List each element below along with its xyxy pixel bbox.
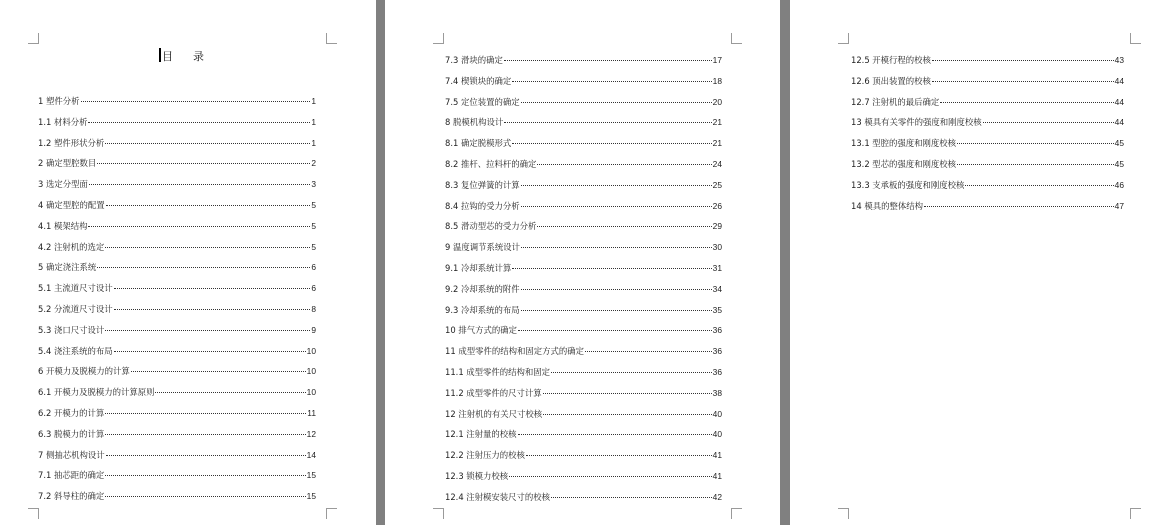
toc-entry-title: 6.1 开模力及脱模力的计算原则	[38, 387, 155, 398]
toc-leader-dots	[105, 474, 305, 476]
toc-entry-title: 1 塑件分析	[38, 96, 80, 106]
toc-entry-title: 2 确定型腔数目	[38, 158, 97, 169]
toc-heading: 目录	[162, 50, 224, 63]
toc-entry-page-number: 34	[712, 283, 722, 294]
toc-entry-page-number: 44	[1114, 117, 1124, 128]
toc-leader-dots	[88, 225, 310, 227]
toc-leader-dots	[88, 121, 310, 123]
toc-entry-page-number: 35	[712, 304, 722, 315]
toc-entry-title: 1.1 材料分析	[38, 116, 88, 127]
crop-mark	[28, 33, 39, 44]
toc-entry[interactable]	[851, 71, 1124, 92]
crop-mark	[1130, 508, 1141, 519]
toc-leader-dots	[509, 475, 711, 477]
toc-entry-page-number: 15	[306, 491, 316, 502]
toc-leader-dots	[512, 80, 711, 82]
toc-entry-page-number: 36	[712, 366, 722, 377]
toc-entry-page-number: 25	[712, 179, 722, 190]
toc-leader-dots	[543, 392, 712, 394]
toc-entry-page-number: 36	[712, 325, 722, 336]
toc-leader-dots	[131, 370, 306, 372]
toc-entry[interactable]	[851, 112, 1124, 133]
text-cursor	[159, 48, 161, 62]
toc-entry[interactable]	[445, 71, 722, 92]
toc-leader-dots	[537, 225, 711, 227]
toc-entry[interactable]	[851, 175, 1124, 196]
toc-entry-title: 7.2 斜导柱的确定	[38, 491, 105, 502]
toc-entry-title: 11.1 成型零件的结构和固定	[445, 366, 551, 377]
toc-entry-title: 7 侧抽芯机构设计	[38, 449, 105, 460]
toc-entry-page-number: 15	[306, 470, 316, 481]
toc-leader-dots	[521, 205, 712, 207]
toc-leader-dots	[940, 101, 1113, 103]
toc-entry[interactable]	[445, 258, 722, 279]
toc-leader-dots	[114, 308, 311, 310]
toc-entry[interactable]	[38, 320, 316, 341]
toc-leader-dots	[105, 412, 306, 414]
toc-leader-dots	[105, 142, 310, 144]
toc-entry[interactable]	[445, 487, 722, 508]
toc-entry[interactable]	[445, 92, 722, 113]
toc-entry-title: 10 排气方式的确定	[445, 325, 517, 336]
toc-entry[interactable]	[445, 424, 722, 445]
toc-entry[interactable]	[445, 133, 722, 154]
toc-entry-title: 1.2 塑件形状分析	[38, 137, 105, 148]
crop-mark	[28, 508, 39, 519]
toc-entry[interactable]	[445, 154, 722, 175]
toc-leader-dots	[504, 59, 712, 61]
toc-entry-page-number: 45	[1114, 138, 1124, 149]
toc-entry-page-number: 1	[311, 96, 316, 106]
toc-leader-dots	[106, 454, 306, 456]
toc-entry[interactable]	[445, 404, 722, 425]
toc-leader-dots	[521, 309, 712, 311]
toc-entry-title: 7.5 定位装置的确定	[445, 96, 520, 107]
toc-entry-page-number: 36	[712, 346, 722, 357]
toc-entry-title: 9.1 冷却系统计算	[445, 262, 512, 273]
toc-entry-title: 8 脱模机构设计	[445, 117, 504, 128]
toc-entry-page-number: 12	[306, 428, 316, 439]
crop-mark	[326, 508, 337, 519]
toc-entry[interactable]	[38, 486, 316, 507]
toc-entry-page-number: 14	[306, 449, 316, 460]
toc-list	[38, 91, 316, 507]
toc-leader-dots	[543, 413, 712, 415]
document-page-3	[790, 0, 1154, 525]
toc-entry-title: 8.2 推杆、拉料杆的确定	[445, 158, 537, 169]
toc-entry-title: 6.3 脱模力的计算	[38, 428, 105, 439]
toc-entry-title: 12.3 锁模力校核	[445, 470, 509, 481]
toc-leader-dots	[518, 329, 712, 331]
toc-entry[interactable]	[445, 279, 722, 300]
crop-mark	[731, 33, 742, 44]
toc-entry[interactable]	[38, 361, 316, 382]
toc-entry-page-number: 10	[306, 366, 316, 377]
toc-entry[interactable]	[445, 320, 722, 341]
toc-entry-title: 12.7 注射机的最后确定	[851, 96, 940, 107]
crop-mark	[731, 508, 742, 519]
toc-entry-page-number: 47	[1114, 200, 1124, 211]
crop-mark	[326, 33, 337, 44]
toc-entry-page-number: 38	[712, 387, 722, 398]
toc-entry[interactable]	[38, 424, 316, 445]
toc-leader-dots	[512, 142, 711, 144]
toc-entry-title: 8.1 确定脱模形式	[445, 138, 512, 149]
toc-leader-dots	[521, 101, 712, 103]
toc-entry-title: 5.4 浇注系统的布局	[38, 345, 113, 356]
toc-leader-dots	[105, 329, 310, 331]
toc-entry-title: 12.2 注射压力的校核	[445, 450, 525, 461]
toc-entry-title: 7.3 滑块的确定	[445, 55, 503, 65]
toc-entry-page-number: 42	[712, 491, 722, 502]
toc-entry-title: 13 模具有关零件的强度和刚度校核	[851, 117, 982, 128]
toc-entry[interactable]	[38, 257, 316, 278]
toc-entry[interactable]	[38, 465, 316, 486]
toc-entry[interactable]	[38, 445, 316, 466]
toc-entry-page-number: 5	[311, 199, 316, 210]
toc-entry-page-number: 1	[311, 137, 316, 148]
crop-mark	[433, 33, 444, 44]
toc-entry-page-number: 21	[712, 138, 722, 149]
toc-entry[interactable]	[38, 216, 316, 237]
toc-entry-title: 13.3 支承板的强度和刚度校核	[851, 179, 965, 190]
toc-entry-title: 12.4 注射模安装尺寸的校核	[445, 491, 551, 502]
toc-entry-title: 7.4 楔锁块的确定	[445, 75, 512, 86]
toc-entry[interactable]	[851, 154, 1124, 175]
toc-entry-page-number: 45	[1114, 158, 1124, 169]
toc-entry-page-number: 6	[311, 283, 316, 294]
toc-entry-page-number: 17	[712, 55, 722, 65]
toc-entry-page-number: 46	[1114, 179, 1124, 190]
toc-entry-title: 6.2 开模力的计算	[38, 407, 105, 418]
toc-entry-page-number: 44	[1114, 75, 1124, 86]
toc-entry-title: 9 温度调节系统设计	[445, 242, 520, 253]
toc-entry-title: 13.1 型腔的强度和刚度校核	[851, 138, 957, 149]
toc-entry-page-number: 41	[712, 450, 722, 461]
crop-mark	[1130, 33, 1141, 44]
toc-leader-dots	[983, 121, 1114, 123]
toc-leader-dots	[551, 371, 712, 373]
toc-entry-page-number: 40	[712, 408, 722, 419]
toc-entry[interactable]	[851, 196, 1124, 217]
toc-leader-dots	[537, 163, 711, 165]
toc-entry[interactable]	[445, 466, 722, 487]
toc-entry[interactable]	[38, 91, 316, 112]
toc-entry-page-number: 26	[712, 200, 722, 211]
toc-leader-dots	[97, 162, 310, 164]
toc-entry[interactable]	[38, 112, 316, 133]
toc-entry[interactable]	[38, 403, 316, 424]
toc-leader-dots	[81, 100, 311, 102]
toc-entry-page-number: 20	[712, 96, 722, 107]
toc-entry-title: 12.1 注射量的校核	[445, 429, 517, 440]
toc-entry-page-number: 21	[712, 117, 722, 128]
toc-entry[interactable]	[851, 133, 1124, 154]
toc-entry-page-number: 5	[311, 241, 316, 252]
toc-entry-title: 5.2 分流道尺寸设计	[38, 303, 113, 314]
toc-entry-page-number: 18	[712, 75, 722, 86]
toc-entry-page-number: 10	[306, 387, 316, 398]
toc-entry-title: 9.2 冷却系统的附件	[445, 283, 520, 294]
toc-leader-dots	[504, 121, 711, 123]
toc-entry[interactable]	[445, 341, 722, 362]
toc-entry-title: 7.1 抽芯距的确定	[38, 470, 105, 481]
toc-entry-page-number: 5	[311, 220, 316, 231]
toc-entry-title: 4.2 注射机的选定	[38, 241, 105, 252]
toc-leader-dots	[105, 246, 310, 248]
toc-entry[interactable]	[445, 362, 722, 383]
toc-entry-title: 9.3 冷却系统的布局	[445, 304, 520, 315]
toc-entry-title: 3 选定分型面	[38, 179, 88, 190]
toc-entry-title: 4.1 模架结构	[38, 220, 88, 231]
toc-leader-dots	[965, 184, 1113, 186]
toc-entry-title: 13.2 型芯的强度和刚度校核	[851, 158, 957, 169]
toc-entry[interactable]	[851, 92, 1124, 113]
toc-leader-dots	[521, 184, 712, 186]
toc-leader-dots	[957, 142, 1114, 144]
toc-entry[interactable]	[445, 216, 722, 237]
toc-entry-page-number: 1	[311, 116, 316, 127]
toc-entry-title: 5.3 浇口尺寸设计	[38, 324, 105, 335]
toc-entry-page-number: 6	[311, 262, 316, 273]
toc-entry-page-number: 44	[1114, 96, 1124, 107]
toc-entry[interactable]	[445, 175, 722, 196]
toc-entry[interactable]	[38, 341, 316, 362]
toc-entry-title: 12.6 顶出装置的校核	[851, 75, 931, 86]
toc-entry-title: 8.4 拉钩的受力分析	[445, 200, 520, 211]
toc-entry[interactable]	[38, 195, 316, 216]
toc-entry-page-number: 24	[712, 158, 722, 169]
toc-leader-dots	[551, 496, 712, 498]
toc-leader-dots	[932, 59, 1114, 61]
crop-mark	[838, 33, 849, 44]
toc-entry-title: 4 确定型腔的配置	[38, 199, 105, 210]
document-page-2	[385, 0, 780, 525]
toc-entry-page-number: 9	[311, 324, 316, 335]
toc-entry[interactable]	[445, 383, 722, 404]
document-page-1	[0, 0, 376, 525]
toc-entry[interactable]	[38, 153, 316, 174]
toc-entry-page-number: 43	[1114, 55, 1124, 65]
toc-entry-title: 5 确定浇注系统	[38, 262, 97, 273]
toc-entry-page-number: 11	[307, 407, 316, 418]
toc-leader-dots	[114, 287, 311, 289]
toc-entry-title: 12 注射机的有关尺寸校核	[445, 408, 543, 419]
toc-entry-page-number: 41	[712, 470, 722, 481]
toc-entry[interactable]	[38, 299, 316, 320]
toc-entry-page-number: 2	[311, 158, 316, 169]
toc-entry-page-number: 31	[712, 262, 722, 273]
toc-entry-page-number: 29	[712, 221, 722, 232]
toc-leader-dots	[512, 267, 711, 269]
toc-leader-dots	[105, 433, 305, 435]
toc-entry-title: 12.5 开模行程的校核	[851, 55, 931, 65]
toc-entry[interactable]	[445, 300, 722, 321]
toc-list	[851, 50, 1124, 216]
toc-leader-dots	[521, 288, 712, 290]
toc-leader-dots	[526, 454, 712, 456]
toc-entry-title: 14 模具的整体结构	[851, 200, 923, 211]
toc-entry-title: 11 成型零件的结构和固定方式的确定	[445, 346, 584, 357]
toc-leader-dots	[97, 266, 310, 268]
crop-mark	[433, 508, 444, 519]
toc-entry-page-number: 8	[311, 303, 316, 314]
toc-entry[interactable]	[38, 174, 316, 195]
toc-leader-dots	[105, 495, 305, 497]
toc-leader-dots	[924, 205, 1114, 207]
toc-entry-title: 8.3 复位弹簧的计算	[445, 179, 520, 190]
toc-leader-dots	[114, 350, 306, 352]
toc-entry-page-number: 30	[712, 242, 722, 253]
toc-entry[interactable]	[445, 112, 722, 133]
toc-entry[interactable]	[38, 278, 316, 299]
toc-leader-dots	[585, 350, 712, 352]
toc-entry[interactable]	[445, 196, 722, 217]
toc-leader-dots	[521, 246, 712, 248]
toc-entry[interactable]	[38, 237, 316, 258]
toc-entry[interactable]	[851, 50, 1124, 71]
toc-entry[interactable]	[38, 382, 316, 403]
toc-leader-dots	[155, 391, 305, 393]
toc-entry[interactable]	[445, 445, 722, 466]
toc-entry-page-number: 3	[311, 179, 316, 190]
toc-entry-title: 8.5 滑动型芯的受力分析	[445, 221, 537, 232]
toc-entry-title: 11.2 成型零件的尺寸计算	[445, 387, 542, 398]
toc-entry-title: 5.1 主流道尺寸设计	[38, 283, 113, 294]
crop-mark	[838, 508, 849, 519]
toc-entry[interactable]	[445, 237, 722, 258]
toc-entry-page-number: 40	[712, 429, 722, 440]
toc-leader-dots	[89, 183, 310, 185]
toc-entry-title: 6 开模力及脱模力的计算	[38, 366, 130, 377]
toc-entry[interactable]	[38, 133, 316, 154]
toc-entry[interactable]	[445, 50, 722, 71]
toc-leader-dots	[932, 80, 1114, 82]
toc-list	[445, 50, 722, 508]
toc-leader-dots	[957, 163, 1114, 165]
toc-leader-dots	[518, 433, 712, 435]
toc-leader-dots	[106, 204, 311, 206]
toc-entry-page-number: 10	[306, 345, 316, 356]
